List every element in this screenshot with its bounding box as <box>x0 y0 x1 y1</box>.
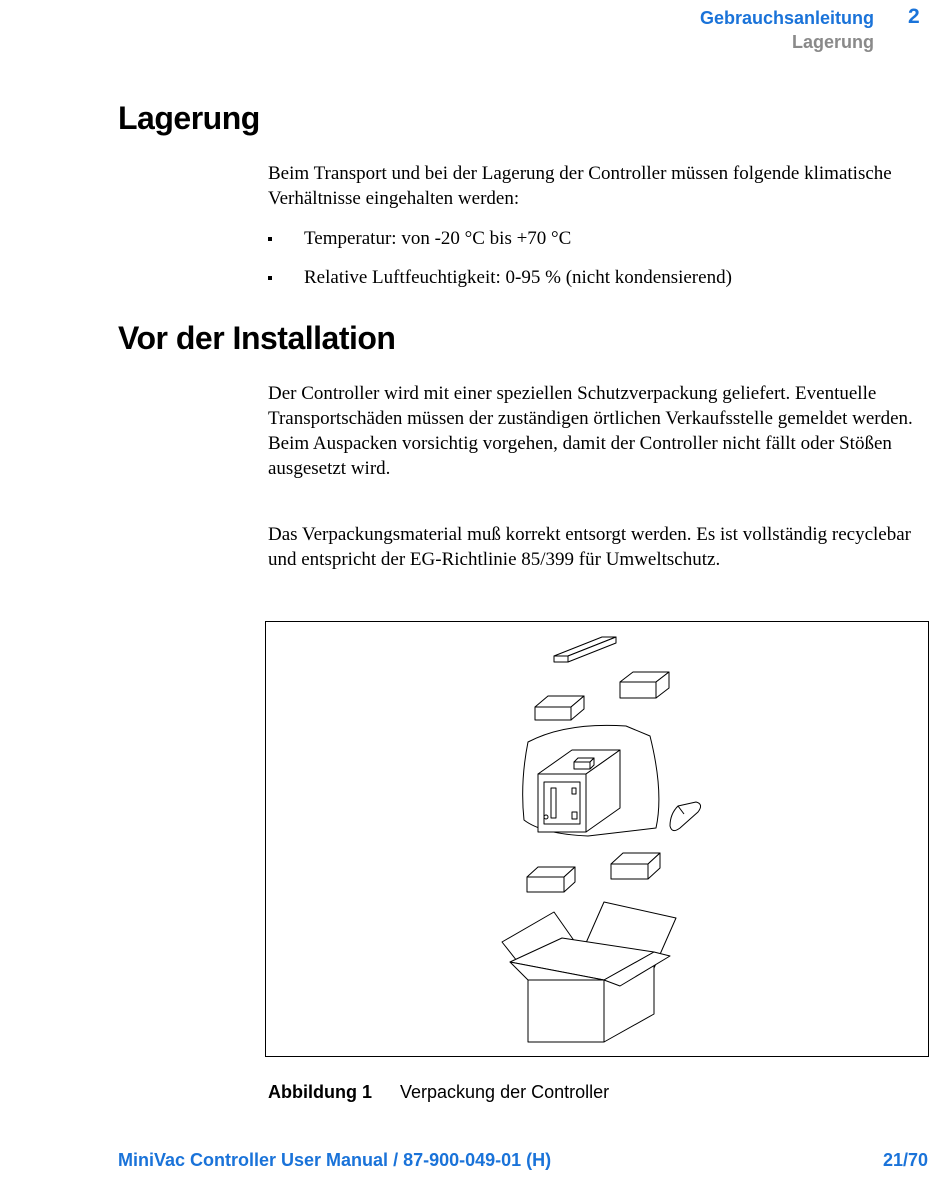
storage-conditions-list <box>268 226 932 304</box>
storage-intro <box>268 161 932 211</box>
list-item-text: Temperatur: von -20 °C bis +70 °C <box>304 228 572 249</box>
foam-pad-top <box>554 637 616 662</box>
packaging-illustration <box>266 622 928 1056</box>
list-item-text: Relative Luftfeuchtigkeit: 0-95 % (nicht kondensierend) <box>304 267 732 288</box>
list-item <box>268 265 932 290</box>
bullet-icon <box>268 237 272 241</box>
foam-block-left <box>535 696 584 720</box>
installation-paragraph-1 <box>268 381 932 481</box>
footer-manual-title: MiniVac Controller User Manual / 87-900-049-01 (H) <box>118 1150 552 1170</box>
storage-intro-text: Beim Transport und bei der Lagerung der Controller müssen folgende klimatische Verhältnisse eingehalten werden: <box>268 163 892 209</box>
paragraph-text: Der Controller wird mit einer speziellen Schutzverpackung geliefert. Eventuelle Transportschäden müssen der zuständigen örtlichen Verkaufsstelle gemeldet werden. Beim Auspacken vorsichtig vorgehen, damit der Controller nicht fällt oder Stößen ausgesetzt wird. <box>268 383 913 479</box>
foam-block-bottom-right <box>611 853 660 879</box>
figure-label: Abbildung 1 <box>268 1082 372 1102</box>
section-heading-storage: Lagerung <box>118 100 260 136</box>
footer-page-number: 21/70 <box>882 1150 928 1170</box>
foam-block-bottom-left <box>527 867 575 892</box>
cardboard-box <box>502 902 676 1042</box>
paragraph-text: Das Verpackungsmaterial muß korrekt entsorgt werden. Es ist vollständig recyclebar und entspricht der EG-Richtlinie 85/399 für Umweltschutz. <box>268 524 912 570</box>
foam-block-right <box>620 672 669 698</box>
header-subtitle: Lagerung <box>791 32 874 52</box>
cable-roll <box>670 802 701 831</box>
bullet-icon <box>268 276 272 280</box>
installation-paragraph-2 <box>268 522 932 572</box>
packaging-figure <box>265 621 929 1057</box>
section-heading-installation: Vor der Installation <box>118 320 396 356</box>
figure-caption: Verpackung der Controller <box>400 1082 610 1102</box>
list-item <box>268 226 932 251</box>
chapter-number: 2 <box>908 5 920 28</box>
header-title: Gebrauchsanleitung <box>699 8 874 28</box>
